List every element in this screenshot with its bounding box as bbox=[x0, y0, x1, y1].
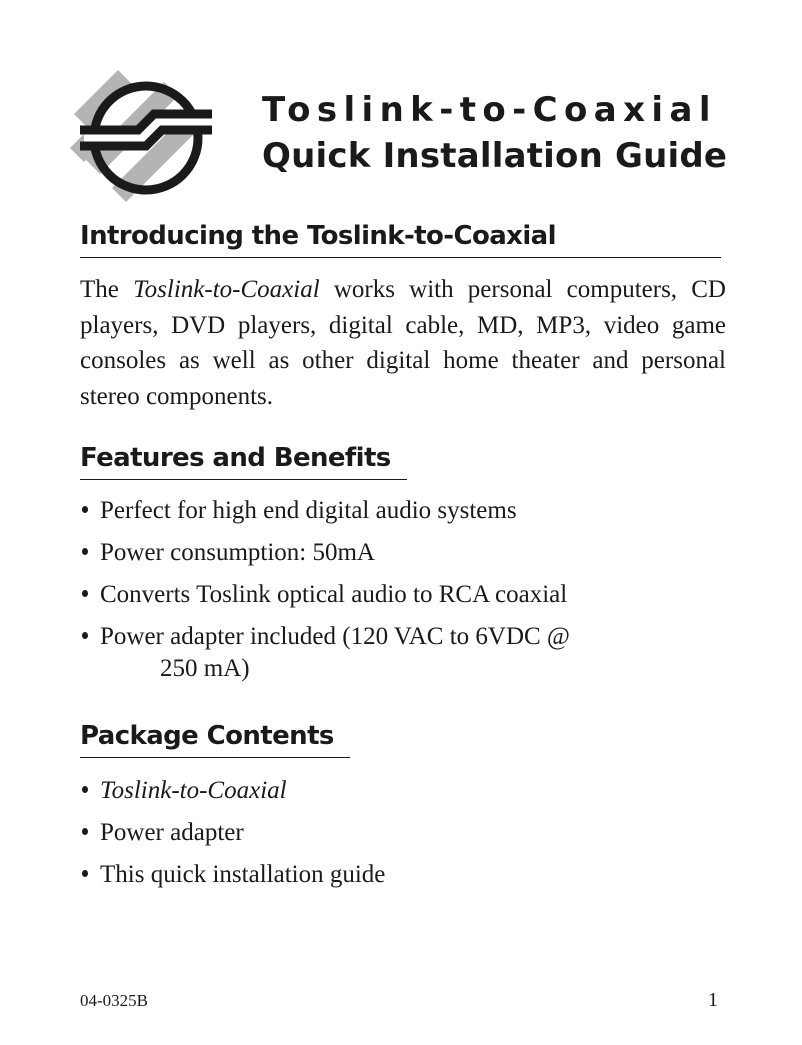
list-item bbox=[80, 621, 720, 685]
page-number: 1 bbox=[708, 989, 718, 1011]
feature-text: Perfect for high end digital audio systems bbox=[100, 497, 517, 524]
feature-text: Power consumption: 50mA bbox=[100, 539, 375, 566]
feature-text: Power adapter included (120 VAC to 6VDC @ bbox=[100, 623, 570, 650]
package-heading-text: Package Contents bbox=[80, 721, 334, 751]
intro-text-before: The bbox=[80, 276, 134, 303]
list-item bbox=[80, 537, 720, 569]
features-heading bbox=[80, 441, 407, 480]
document-code: 04-0325B bbox=[80, 991, 148, 1010]
intro-paragraph bbox=[80, 272, 726, 414]
intro-text-after: works with personal computers, CD players, DVD players, digital cable, MD, MP3, video game consoles as well as other digital home theater and personal stereo components. bbox=[80, 276, 726, 410]
intro-heading-text: Introducing the Toslink-to-Coaxial bbox=[80, 221, 556, 251]
package-list bbox=[80, 775, 720, 901]
package-item-text: This quick installation guide bbox=[100, 861, 386, 888]
package-item-text: Power adapter bbox=[100, 819, 244, 846]
feature-text: Converts Toslink optical audio to RCA coaxial bbox=[100, 581, 568, 608]
list-item bbox=[80, 817, 720, 849]
package-item-text: Toslink-to-Coaxial bbox=[100, 777, 287, 804]
document-title bbox=[262, 88, 732, 180]
list-item bbox=[80, 495, 720, 527]
package-heading bbox=[80, 719, 350, 758]
intro-product-name: Toslink-to-Coaxial bbox=[133, 276, 320, 303]
features-list bbox=[80, 495, 720, 695]
intro-heading bbox=[80, 219, 721, 258]
title-line-product: Toslink-to-Coaxial bbox=[262, 90, 717, 130]
list-item bbox=[80, 859, 720, 891]
feature-text-continued: 250 mA) bbox=[160, 655, 250, 682]
brand-logo-icon bbox=[66, 62, 216, 202]
features-heading-text: Features and Benefits bbox=[80, 443, 391, 473]
title-line-guide: Quick Installation Guide bbox=[262, 136, 728, 176]
list-item bbox=[80, 775, 720, 807]
list-item bbox=[80, 579, 720, 611]
